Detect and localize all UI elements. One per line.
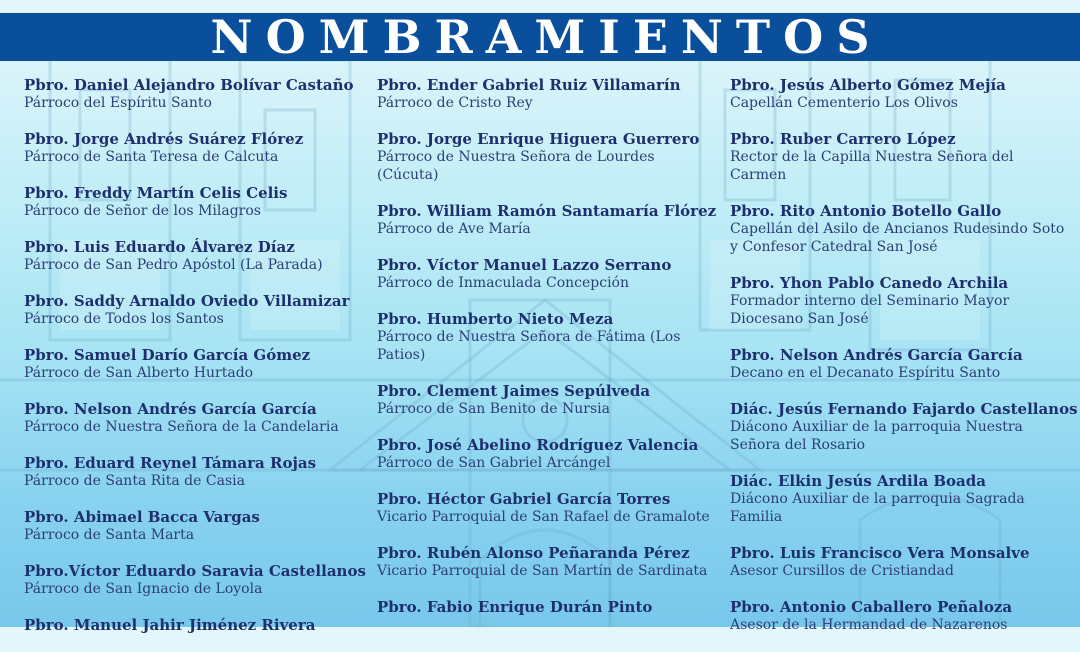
appointee-role: Párroco de San Ignacio de Loyola <box>24 581 263 597</box>
appointee-role: Párroco de San Alberto Hurtado <box>24 365 254 381</box>
appointee-role: Rector de la Capilla Nuestra Señora del Carmen <box>730 149 1014 183</box>
appointee-name: Pbro. Rubén Alonso Peñaranda Pérez <box>377 544 690 562</box>
appointee-role: Párroco de Santa Rita de Casia <box>24 473 245 489</box>
appointee-role: Capellán Cementerio Los Olivos <box>730 95 958 111</box>
appointee-role: Párroco de San Pedro Apóstol (La Parada) <box>24 257 323 273</box>
appointee-name: Pbro. Abimael Bacca Vargas <box>24 508 260 526</box>
appointment-entry <box>24 508 364 544</box>
appointee-name: Pbro. Fabio Enrique Durán Pinto <box>377 598 653 616</box>
appointment-entry <box>730 130 1070 184</box>
appointee-name: Pbro. Ruber Carrero López <box>730 130 956 148</box>
appointee-name: Pbro. Rito Antonio Botello Gallo <box>730 202 1002 220</box>
appointment-entry <box>377 436 717 472</box>
page-title: NOMBRAMIENTOS <box>210 10 883 64</box>
appointee-name: Pbro. Freddy Martín Celis Celis <box>24 184 288 202</box>
appointee-name: Pbro. Luis Eduardo Álvarez Díaz <box>24 238 295 256</box>
appointment-entry <box>377 76 717 112</box>
appointment-entry <box>377 256 717 292</box>
appointee-role: Párroco de San Benito de Nursia <box>377 401 611 417</box>
appointee-role: Capellán del Asilo de Ancianos Rudesindo Soto y Confesor Catedral San José <box>730 221 1065 255</box>
appointments-column-2 <box>377 76 717 634</box>
appointee-name: Pbro. Samuel Darío García Gómez <box>24 346 311 364</box>
appointment-entry <box>24 562 364 598</box>
appointment-entry <box>24 616 364 634</box>
appointment-entry <box>730 598 1070 634</box>
appointee-name: Pbro. Clement Jaimes Sepúlveda <box>377 382 651 400</box>
appointee-name: Pbro. Jesús Alberto Gómez Mejía <box>730 76 1006 94</box>
appointee-name: Pbro. Jorge Andrés Suárez Flórez <box>24 130 304 148</box>
appointment-entry <box>730 346 1070 382</box>
appointment-entry <box>377 598 717 616</box>
appointee-role: Párroco del Espíritu Santo <box>24 95 212 111</box>
appointment-entry <box>24 76 364 112</box>
appointee-role: Párroco de Cristo Rey <box>377 95 533 111</box>
appointee-name: Pbro. José Abelino Rodríguez Valencia <box>377 436 699 454</box>
appointment-entry <box>24 292 364 328</box>
appointment-entry <box>377 202 717 238</box>
appointee-role: Formador interno del Seminario Mayor Diocesano San José <box>730 293 1010 327</box>
appointment-entry <box>730 400 1078 454</box>
appointment-entry <box>24 130 364 166</box>
appointee-role: Párroco de Santa Marta <box>24 527 195 543</box>
appointment-entry <box>730 544 1070 580</box>
appointee-name: Pbro. Manuel Jahir Jiménez Rivera <box>24 616 316 634</box>
appointee-role: Párroco de Todos los Santos <box>24 311 224 327</box>
appointment-entry <box>24 184 364 220</box>
appointment-entry <box>377 544 717 580</box>
appointee-name: Pbro. Víctor Manuel Lazzo Serrano <box>377 256 672 274</box>
appointment-entry <box>377 490 717 526</box>
appointments-column-3 <box>730 76 1078 652</box>
appointee-role: Vicario Parroquial de San Martín de Sardinata <box>377 563 708 579</box>
appointee-name: Pbro. Nelson Andrés García García <box>730 346 1023 364</box>
appointment-entry <box>24 400 364 436</box>
appointee-role: Asesor de la Hermandad de Nazarenos <box>730 617 1008 633</box>
appointee-role: Párroco de San Gabriel Arcángel <box>377 455 611 471</box>
appointee-name: Diác. Elkin Jesús Ardila Boada <box>730 472 986 490</box>
appointee-role: Diácono Auxiliar de la parroquia Nuestra Señora del Rosario <box>730 419 1023 453</box>
appointee-role: Diácono Auxiliar de la parroquia Sagrada Familia <box>730 491 1025 525</box>
appointee-name: Pbro. Luis Francisco Vera Monsalve <box>730 544 1030 562</box>
appointee-name: Pbro. Ender Gabriel Ruiz Villamarín <box>377 76 681 94</box>
appointee-name: Pbro.Víctor Eduardo Saravia Castellanos <box>24 562 366 580</box>
appointee-name: Pbro. Humberto Nieto Meza <box>377 310 614 328</box>
appointee-name: Pbro. Héctor Gabriel García Torres <box>377 490 671 508</box>
appointee-role: Párroco de Inmaculada Concepción <box>377 275 629 291</box>
appointee-role: Párroco de Señor de los Milagros <box>24 203 261 219</box>
appointments-column-1 <box>24 76 364 652</box>
title-banner <box>0 10 1080 64</box>
appointee-name: Pbro. Eduard Reynel Támara Rojas <box>24 454 317 472</box>
appointment-entry <box>730 76 1070 112</box>
appointee-role: Párroco de Nuestra Señora de Fátima (Los Patios) <box>377 329 681 363</box>
appointee-name: Pbro. Antonio Caballero Peñaloza <box>730 598 1013 616</box>
appointee-role: Asesor Cursillos de Cristiandad <box>730 563 954 579</box>
appointee-name: Pbro. William Ramón Santamaría Flórez <box>377 202 717 220</box>
appointment-entry <box>24 238 364 274</box>
appointee-role: Párroco de Nuestra Señora de Lourdes (Cúcuta) <box>377 149 655 183</box>
appointment-entry <box>377 310 717 364</box>
appointee-role: Párroco de Ave María <box>377 221 531 237</box>
appointee-role: Párroco de Nuestra Señora de la Candelaria <box>24 419 339 435</box>
appointment-entry <box>730 202 1070 256</box>
appointee-role: Vicario Parroquial de San Rafael de Gramalote <box>377 509 710 525</box>
appointee-name: Diác. Jesús Fernando Fajardo Castellanos <box>730 400 1078 418</box>
appointment-entry <box>24 346 364 382</box>
appointment-entry <box>730 472 1070 526</box>
appointee-role: Párroco de Santa Teresa de Calcuta <box>24 149 279 165</box>
appointee-name: Pbro. Daniel Alejandro Bolívar Castaño <box>24 76 354 94</box>
appointment-entry <box>377 382 717 418</box>
appointee-role: Decano en el Decanato Espíritu Santo <box>730 365 1001 381</box>
appointment-entry <box>730 274 1070 328</box>
appointee-name: Pbro. Jorge Enrique Higuera Guerrero <box>377 130 700 148</box>
appointment-entry <box>24 454 364 490</box>
appointment-entry <box>377 130 717 184</box>
appointee-name: Pbro. Nelson Andrés García García <box>24 400 317 418</box>
appointee-name: Pbro. Saddy Arnaldo Oviedo Villamizar <box>24 292 350 310</box>
appointee-name: Pbro. Yhon Pablo Canedo Archila <box>730 274 1009 292</box>
